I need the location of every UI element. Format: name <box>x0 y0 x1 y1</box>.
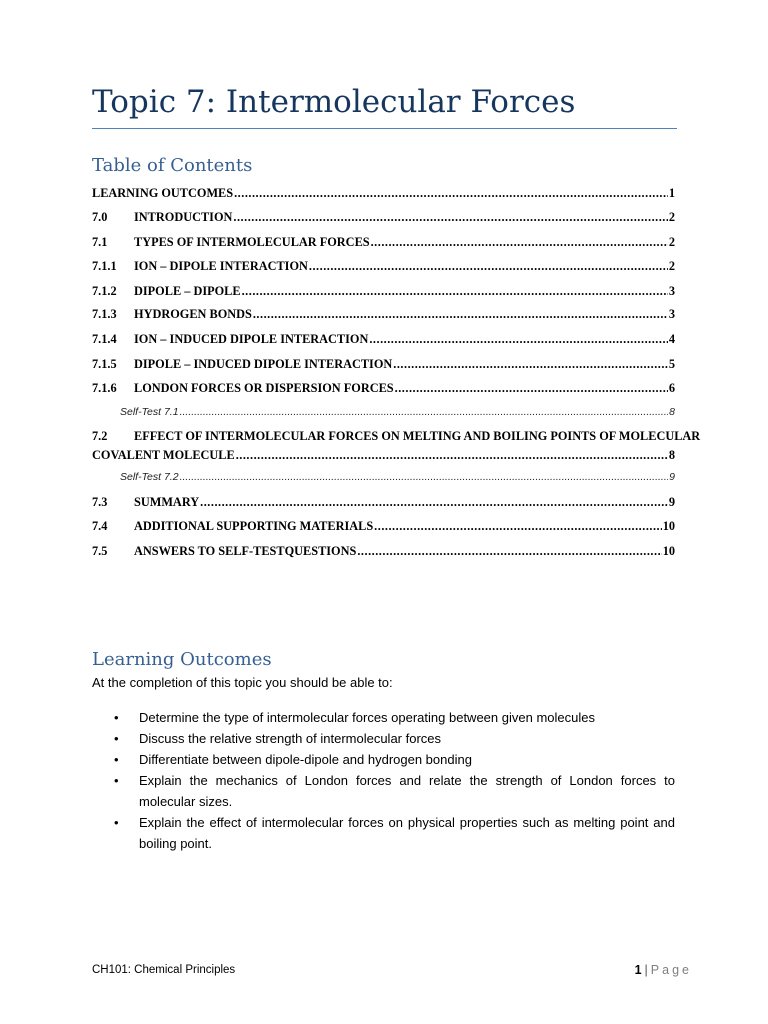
toc-entry-page: 2 <box>668 259 675 273</box>
outcomes-list <box>114 707 675 854</box>
toc-leader <box>357 544 661 559</box>
toc-entry-additional-materials[interactable] <box>92 519 675 537</box>
bullet-dot: • <box>114 710 119 725</box>
list-item: • Explain the mechanics of London forces and relate the strength of London forces to molecular sizes. <box>114 770 675 812</box>
toc-entry-number: 7.4 <box>92 519 108 533</box>
toc-entry-page: 9 <box>669 471 675 483</box>
page-word: Page <box>650 963 692 977</box>
toc-entry-label: INTRODUCTION <box>134 210 233 224</box>
list-item: • Determine the type of intermolecular forces operating between given molecules <box>114 707 675 728</box>
title-underline <box>92 128 677 129</box>
toc-entry-label: ANSWERS TO SELF-TESTQUESTIONS <box>134 544 357 558</box>
toc-entry-page: 4 <box>668 332 675 346</box>
toc-leader <box>374 519 662 534</box>
toc-entry-number: 7.1.2 <box>92 284 117 298</box>
toc-entry-answers[interactable] <box>92 544 675 562</box>
toc-entry-label: LEARNING OUTCOMES <box>92 186 234 200</box>
toc-entry-types[interactable] <box>92 235 675 253</box>
toc-entry-number: 7.5 <box>92 544 108 558</box>
bullet-dot: • <box>114 773 119 788</box>
footer-course: CH101: Chemical Principles <box>92 964 236 976</box>
toc-entry-label: DIPOLE – DIPOLE <box>134 284 241 298</box>
toc-entry-label: LONDON FORCES OR DISPERSION FORCES <box>134 381 394 395</box>
bullet-dot: • <box>114 752 119 767</box>
toc-entry-number: 7.1.3 <box>92 307 117 321</box>
toc-entry-label: Self-Test 7.1 <box>120 406 179 418</box>
toc-leader <box>369 332 667 347</box>
toc-entry-label: Self-Test 7.2 <box>120 471 179 483</box>
toc-entry-label: ADDITIONAL SUPPORTING MATERIALS <box>134 519 374 533</box>
toc-leader <box>253 307 668 322</box>
toc-entry-number: 7.0 <box>92 210 108 224</box>
toc-leader <box>309 259 668 274</box>
list-item: • Differentiate between dipole-dipole and hydrogen bonding <box>114 749 675 770</box>
toc-leader <box>236 448 668 463</box>
toc-entry-page: 3 <box>668 284 675 298</box>
list-item: • Discuss the relative strength of intermolecular forces <box>114 728 675 749</box>
toc-entry-number: 7.1.6 <box>92 381 117 395</box>
toc-heading: Table of Contents <box>92 155 253 176</box>
toc-entry-hydrogen-bonds[interactable] <box>92 307 675 325</box>
toc-entry-number: 7.1.1 <box>92 259 117 273</box>
toc-entry-page: 5 <box>668 357 675 371</box>
toc-entry-introduction[interactable] <box>92 210 675 228</box>
toc-entry-learning-outcomes[interactable] <box>92 186 675 204</box>
toc-entry-page: 3 <box>668 307 675 321</box>
toc-entry-page: 2 <box>668 210 675 224</box>
bullet-dot: • <box>114 731 119 746</box>
toc-entry-label-continued: COVALENT MOLECULE <box>92 448 235 462</box>
toc-leader <box>200 495 668 510</box>
toc-entry-label: EFFECT OF INTERMOLECULAR FORCES ON MELTING AND BOILING POINTS OF MOLECULAR <box>134 429 701 443</box>
toc-leader <box>242 284 668 299</box>
page-number: 1 <box>634 963 642 977</box>
toc-leader <box>180 406 669 418</box>
toc-entry-label: TYPES OF INTERMOLECULAR FORCES <box>134 235 370 249</box>
toc-entry-page: 10 <box>662 544 675 558</box>
toc-entry-self-test-7-2[interactable] <box>92 471 675 489</box>
toc-entry-label: HYDROGEN BONDS <box>134 307 252 321</box>
toc-leader <box>233 210 667 225</box>
toc-entry-page: 8 <box>668 448 675 462</box>
list-item: • Explain the effect of intermolecular forces on physical properties such as melting point and boiling point. <box>114 812 675 854</box>
toc-entry-label: SUMMARY <box>134 495 200 509</box>
toc-entry-effect-on-melting-boiling[interactable] <box>92 429 701 466</box>
toc-entry-page: 1 <box>668 186 675 200</box>
outcomes-intro: At the completion of this topic you should be able to: <box>92 675 393 690</box>
toc-entry-london-forces[interactable] <box>92 381 675 399</box>
toc-entry-page: 10 <box>662 519 675 533</box>
learning-outcomes-heading: Learning Outcomes <box>92 649 272 670</box>
toc-entry-dipole-dipole[interactable] <box>92 284 675 302</box>
toc-leader <box>371 235 668 250</box>
toc-leader <box>393 357 668 372</box>
toc-entry-page: 9 <box>668 495 675 509</box>
toc-entry-number: 7.1 <box>92 235 108 249</box>
toc-entry-number: 7.3 <box>92 495 108 509</box>
document-title: Topic 7: Intermolecular Forces <box>92 84 576 120</box>
toc-entry-page: 6 <box>668 381 675 395</box>
toc-entry-page: 2 <box>668 235 675 249</box>
toc-entry-dipole-induced-dipole[interactable] <box>92 357 675 375</box>
toc-entry-number: 7.1.4 <box>92 332 117 346</box>
toc-entry-label: ION – INDUCED DIPOLE INTERACTION <box>134 332 369 346</box>
footer-page-number <box>635 963 692 977</box>
toc-entry-ion-dipole[interactable] <box>92 259 675 277</box>
toc-leader <box>395 381 668 396</box>
footer-separator: | <box>644 963 648 977</box>
toc-entry-self-test-7-1[interactable] <box>92 406 675 424</box>
toc-entry-number: 7.2 <box>92 429 108 443</box>
toc-entry-summary[interactable] <box>92 495 675 513</box>
toc-leader <box>180 471 669 483</box>
toc-entry-label: ION – DIPOLE INTERACTION <box>134 259 308 273</box>
bullet-dot: • <box>114 815 119 830</box>
toc-entry-page: 8 <box>669 406 675 418</box>
toc-entry-ion-induced-dipole[interactable] <box>92 332 675 350</box>
toc-leader <box>234 186 668 201</box>
toc-entry-number: 7.1.5 <box>92 357 117 371</box>
toc-entry-label: DIPOLE – INDUCED DIPOLE INTERACTION <box>134 357 393 371</box>
